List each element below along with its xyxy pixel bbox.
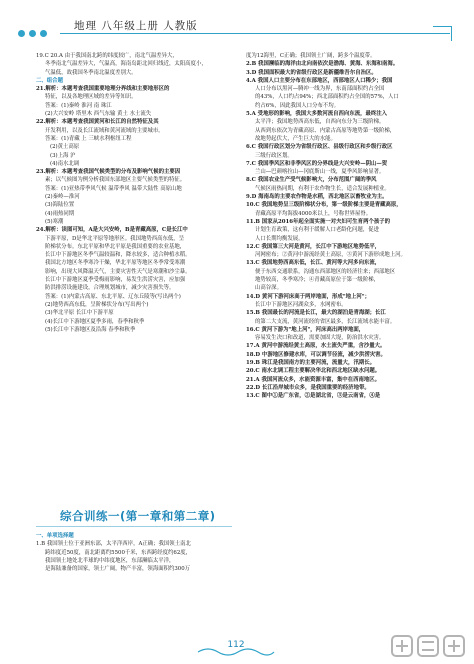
text-line: 16.C 黄河下游为"地上河"，河床高出两岸地面，	[246, 326, 365, 333]
text-line: 是海陆兼备的国家，领土广阔，物产丰富，领海面积约300万	[45, 566, 191, 573]
text-line: 青藏高原平均海拔4000米以上，号称世界屋脊。	[255, 210, 372, 217]
text-line: 防洪排涝设施建设，合理规划城市，减少灾害损失等。	[45, 285, 175, 292]
left-column	[36, 52, 232, 334]
text-line: (3)上海 沪	[50, 152, 76, 159]
text-line: 21.A 我国河流众多，水能资源丰富，集中在西南地区。	[246, 376, 381, 383]
text-line: 19.B 珠江是我国南方的主要河流，流量大，汛期长。	[246, 359, 376, 366]
text-line: 故地势起伏大，产生巨大的水能。	[255, 135, 336, 142]
text-line: (2)黄土高原	[50, 144, 80, 151]
page-header	[14, 12, 460, 46]
text-line: 5.A 受地形的影响，我国大多数河流自西向东流，最终注入	[246, 111, 388, 118]
page-number: 112	[227, 640, 245, 650]
header-title: 地理 八年级上册 人教版	[68, 18, 204, 33]
text-line: 山高谷深。	[255, 285, 282, 292]
text-line: 22.解析：本题考查我国黄河和长江的自然特征及其	[36, 119, 159, 126]
text-line: 15.B 我国最长的河流是长江，最大的湖泊是青海湖；长江	[246, 310, 386, 317]
text-line: 地势较高，冬季寒冷；④青藏高原位于第一级阶梯，	[255, 277, 379, 284]
text-line: 开发利用，以及长江流域和黄河流域的主要城市。	[45, 127, 164, 134]
text-line: (2)秦岭—淮河	[45, 194, 80, 201]
text-line: 14.D 黄河下游河床高于两岸地面，形成"地上河"；	[246, 293, 370, 300]
text-line: 22.D 长江沿岸城市众多，是我国重要的经济地带。	[246, 384, 370, 391]
text-line: 便于东西交通联系，沟通东西部地区的经济往来；西部地区	[255, 268, 396, 275]
text-line: 约占6%，因此我国人口分布不均。	[255, 102, 340, 109]
text-line: 长江中下游地区夏季受梅雨影响，易发生洪涝灾害，应加强	[45, 277, 186, 284]
text-line: 特征，以及各地理区域的差异等知识。	[45, 94, 137, 101]
text-line: 答案：(1)亚热带季风气候 温带季风 温带大陆性 高原山地	[45, 185, 182, 192]
text-line: 答案：(1)内蒙古高原、东北平原、辽东丘陵等(写出两个)	[45, 293, 181, 300]
text-line: 3.D 我国面积最大的省级行政区是新疆维吾尔自治区。	[246, 69, 377, 76]
text-line: 长江中下游地区冬季气温较温和，降水较多，适合种植水稻。	[45, 252, 191, 259]
text-line: 13.C 我国地势西高东低，长江、黄河等大河多向东流，	[246, 260, 381, 267]
text-line: 太平洋；我国地势西高东低，自西向东分为三级阶梯。	[255, 119, 385, 126]
text-line: 长江中下游地区河湖众多，水网密布。	[255, 301, 347, 308]
text-line: (2)大兴安岭 塔里木 西气东输 黄土 水土流失	[45, 111, 152, 118]
text-line: 13.C 图中①是广东省，②是湖北省，③是云南省，④是	[246, 393, 381, 400]
header-rule	[60, 33, 450, 34]
text-line: (5)长江中下游地区及沿海 春季和秋季	[45, 326, 136, 333]
text-line: 17.A 黄河中游流经黄土高原，水土流失严重，含沙量大。	[246, 343, 386, 350]
header-decoration-dots	[18, 30, 58, 38]
text-line: 容易发生决口和改道，需要加固大堤，防治洪水灾害。	[255, 335, 385, 342]
text-line: 我国领土地处北半球的中纬度地区，东部濒临太平洋，	[45, 557, 175, 564]
text-line: (2)地势西高东低，呈阶梯状分布(写出两个)	[45, 301, 149, 308]
text-line: (3)华北平原 长江中下游平原	[45, 310, 114, 317]
watermark-logo	[390, 632, 468, 662]
text-line: 4.A 我国人口主要分布在东部地区，西部地区人口稀少；我国	[246, 77, 393, 84]
text-line: 人口长期均衡发展。	[255, 235, 304, 242]
text-line: (3)海陆位置	[45, 202, 75, 209]
text-line: 冬季南北气温差异大，气温高，海南岛距北回归线近，太阳高度小，	[45, 61, 207, 68]
text-line: 从西到东依次为青藏高原、内蒙古高原等地势第一级阶梯，	[255, 127, 396, 134]
text-line: 23.解析：本题考查我国气候类型的分布及影响气候的主要因	[36, 169, 181, 176]
text-line: 答案：(1)秦岭 淮河 南 珠江	[45, 102, 112, 109]
section-title: 综合训练一(第一章和第二章)	[60, 509, 216, 523]
text-line: 河网密布；②黄河中游流经黄土高原，③黄河下游形成地上河。	[255, 252, 406, 259]
text-line: 10.C 我国地势呈三级阶梯状分布，第一级阶梯主要是青藏高原，	[246, 202, 402, 209]
right-column	[246, 52, 446, 400]
text-line: 7.C 我国季风区和非季风区的分界线是大兴安岭—阴山—贺	[246, 160, 388, 167]
text-line: 11.B 国家从2016年起全面实施一对夫妇可生育两个孩子的	[246, 218, 391, 225]
text-line: 人口分布以黑河—腾冲一线为界，东南部面积约占全国	[255, 86, 385, 93]
text-line: 24.解析：读图可知，A是大兴安岭，B是青藏高原，C是长江中	[36, 227, 188, 234]
text-line: 三级行政区划。	[255, 152, 293, 159]
text-line: 度为12海里，C正确；我国领土广阔，跨多个温度带。	[246, 53, 376, 59]
text-line: 20.C 南水北调工程主要解决华北和西北地区缺水问题。	[246, 368, 381, 375]
text-line: 兰山—巴颜喀拉山—冈底斯山一线，夏季风影响显著。	[255, 169, 385, 176]
text-line: 跨纬度近50度，南北距离约5500千米，东西跨经度约62度，	[45, 549, 192, 556]
text-line: 的第二大支流，黄河流经的省区最多，长江流域水能丰富。	[255, 318, 396, 325]
text-line: 计划生育政策，这有利于缓解人口老龄化问题，促进	[255, 227, 379, 234]
text-line: 影响，出现大风降温天气，主要灾害性天气是寒潮和沙尘暴。	[45, 268, 191, 275]
header-corner-decoration	[433, 26, 452, 41]
text-line: 8.C 我国农业生产受气候影响大，分布范围广阔的季风	[246, 177, 377, 184]
text-line: (4)雨热同期	[45, 210, 75, 217]
text-line: 19.C 20.A 由于我国南北跨的纬度较广，南北气温差异大，	[36, 53, 178, 59]
text-line: (4)南水北调	[50, 160, 80, 167]
text-line: 气候区雨热同期，有利于农作物生长，适合发展种植业。	[255, 185, 390, 192]
text-line: 6.C 我国行政区划分为省级行政区、县级行政区和乡级行政区	[246, 144, 393, 151]
text-line: (5)寒潮	[45, 218, 64, 225]
text-line: 答案：(1)青藏 上 三峡水利枢纽工程	[45, 135, 132, 142]
section-title-rule	[36, 526, 232, 527]
text-line: 气温低，故我国冬季南北温度差别大。	[45, 69, 137, 76]
text-line: 9.D 海南岛的主要农作物是水稻，西北地区以畜牧业为主。	[246, 194, 388, 201]
text-line: 18.D 中游地区修建水库，可以调节径流，减少洪涝灾害。	[246, 351, 386, 358]
text-line: 下游平原，D是华北平原等地形区。我国地势西高东低，呈	[45, 235, 185, 242]
text-line: 的43%，人口约占94%；西北部面积约占全国的57%，人口	[255, 94, 399, 101]
section-heading: 一、单项选择题	[36, 533, 74, 539]
text-line: (4)长江中下游地区夏季多雨，春季和秋季	[45, 318, 145, 325]
text-line: 2.B 我国濒临的海洋由北向南依次是渤海、黄海、东海和南海。	[246, 61, 399, 68]
text-line: 阶梯状分布。东北平原和华北平原是我国重要的农业基地，	[45, 243, 186, 250]
section-heading: 二、组合题	[36, 77, 63, 84]
text-line: 素；以气候图为例分析我国东部地区主要气候类型的特征。	[45, 177, 186, 184]
text-line: 1.B 我国领土位于亚洲东部，太平洋西岸，A正确；我国领土南北	[36, 541, 191, 548]
text-line: 21.解析：本题考查我国重要地理分界线和主要地形区的	[36, 86, 170, 93]
text-line: 12.C 我国第三大河是黄河，长江中下游地区地势低平，	[246, 243, 381, 250]
text-line: 我国北方地区冬季寒冷干燥，华北平原等地区冬季常受寒潮	[45, 260, 186, 267]
lower-left-column	[36, 532, 232, 573]
